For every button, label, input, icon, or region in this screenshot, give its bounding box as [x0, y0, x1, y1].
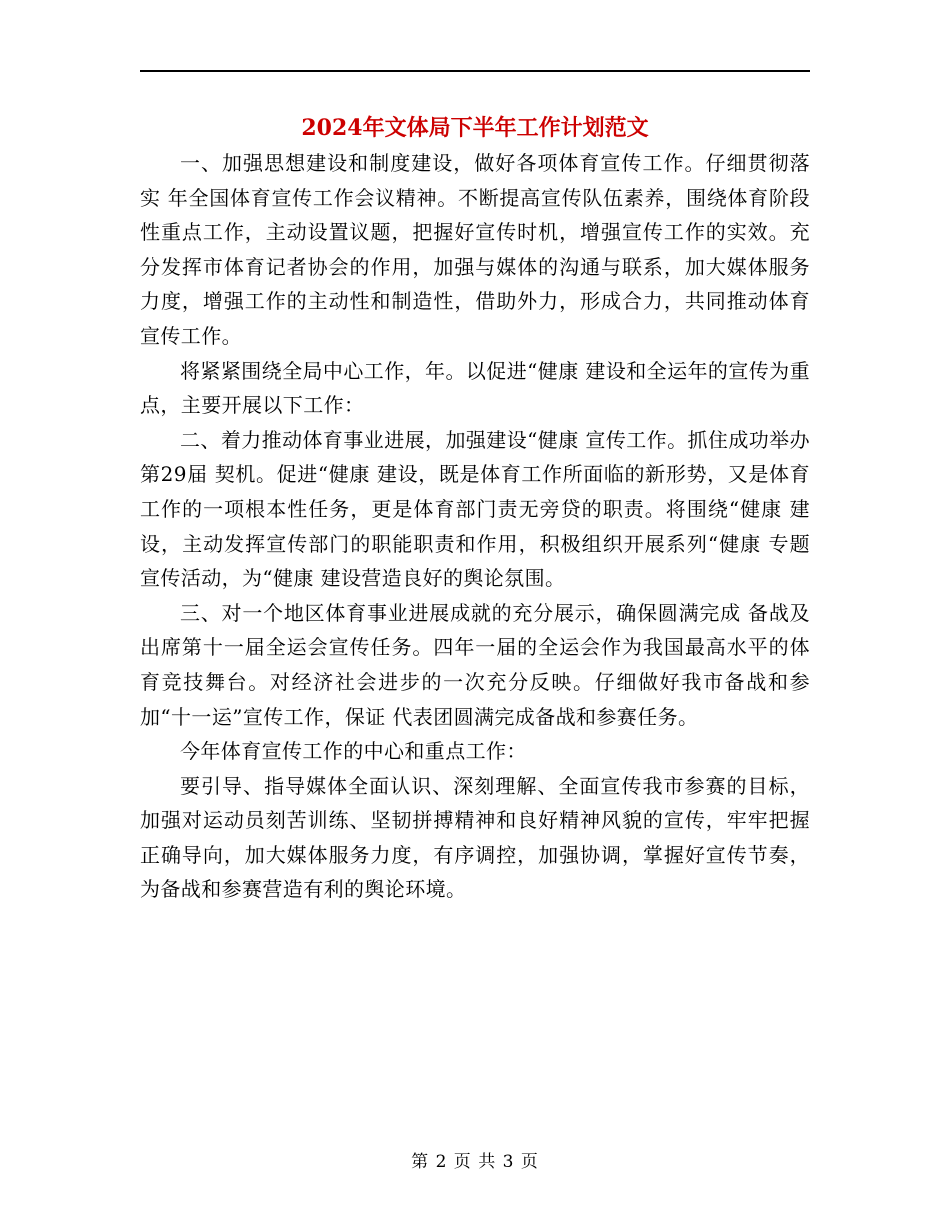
- document-body: [140, 146, 810, 907]
- page-number-footer: 第 2 页 共 3 页: [411, 1152, 539, 1172]
- paragraph-3: 二、着力推动体育事业进展，加强建设“健康 宣传工作。抓住成功举办第29届 契机。促进“健康 建设，既是体育工作所面临的新形势，又是体育工作的一项根本性任务，更是体育部门责无旁贷的职责。将围绕“健康 建设，主动发挥宣传部门的职能职责和作用，积极组织开展系列“健康 专题宣传活动，为“健康 建设营造良好的舆论氛围。: [140, 427, 810, 591]
- paragraph-4: 三、对一个地区体育事业进展成就的充分展示，确保圆满完成 备战及出席第十一届全运会宣传任务。四年一届的全运会作为我国最高水平的体育竞技舞台。对经济社会进步的一次充分反映。仔细做好我市备战和参加“十一运”宣传工作，保证 代表团圆满完成备战和参赛任务。: [140, 600, 810, 729]
- paragraph-2: 将紧紧围绕全局中心工作，年。以促进“健康 建设和全运年的宣传为重点，主要开展以下工作：: [140, 358, 810, 418]
- document-title: 2024年文体局下半年工作计划范文: [301, 115, 649, 141]
- paragraph-6: 要引导、指导媒体全面认识、深刻理解、全面宣传我市参赛的目标，加强对运动员刻苦训练、坚韧拼搏精神和良好精神风貌的宣传，牢牢把握正确导向，加大媒体服务力度，有序调控，加强协调，掌握好宣传节奏，为备战和参赛营造有利的舆论环境。: [140, 773, 810, 902]
- header-rule: [140, 70, 810, 72]
- paragraph-5: 今年体育宣传工作的中心和重点工作：: [180, 739, 527, 764]
- paragraph-1: 一、加强思想建设和制度建设，做好各项体育宣传工作。仔细贯彻落实 年全国体育宣传工作会议精神。不断提高宣传队伍素养，围绕体育阶段性重点工作，主动设置议题，把握好宣传时机，增强宣传工作的实效。充分发挥市体育记者协会的作用，加强与媒体的沟通与联系，加大媒体服务力度，增强工作的主动性和制造性，借助外力，形成合力，共同推动体育宣传工作。: [140, 151, 810, 348]
